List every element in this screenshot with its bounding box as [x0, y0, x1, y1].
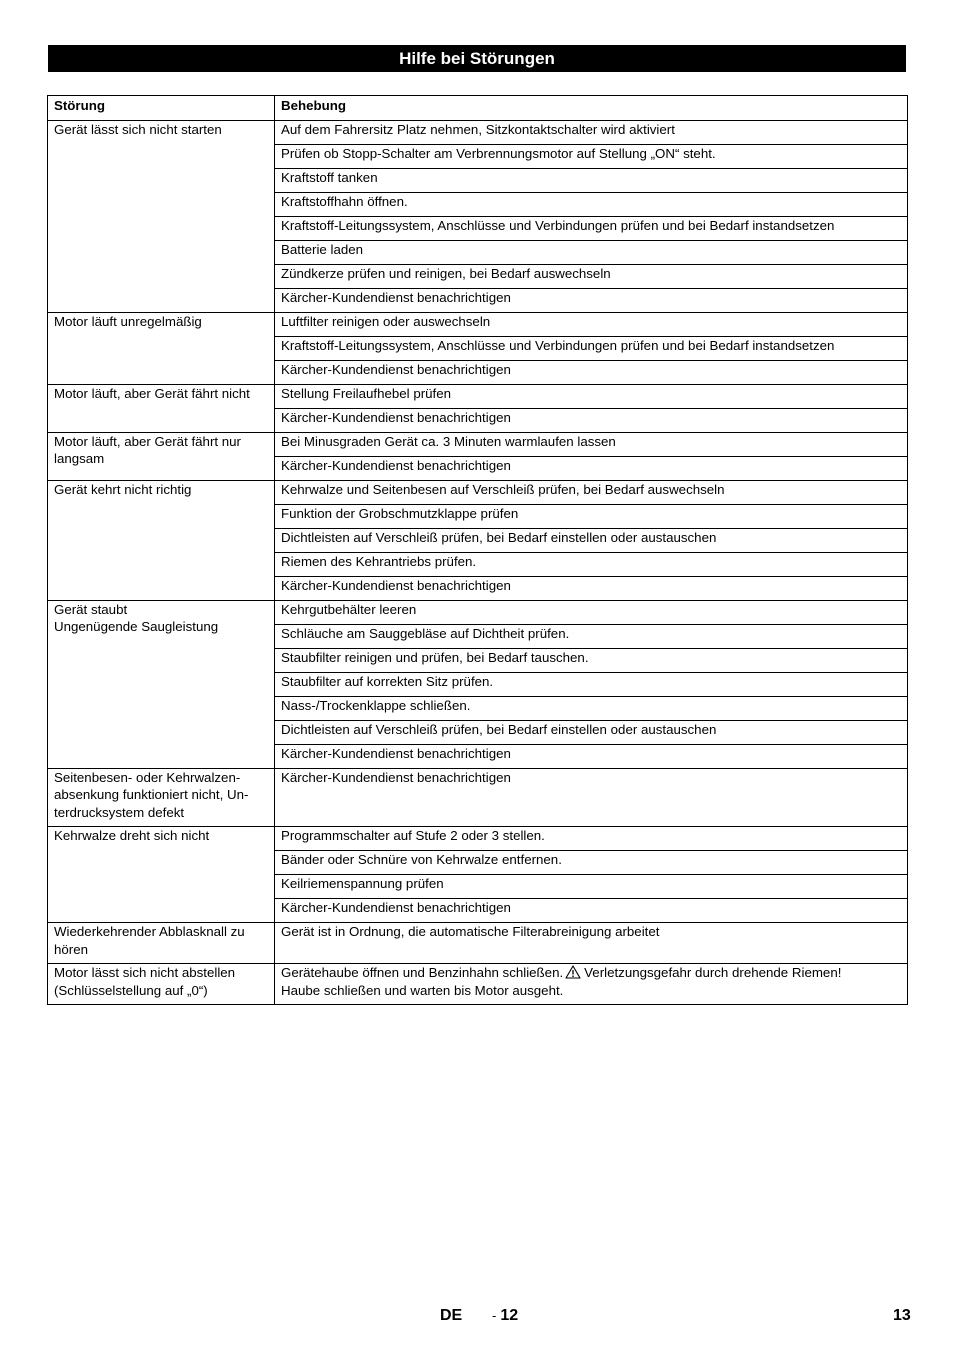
fault-text: Kehrwalze dreht sich nicht — [54, 828, 210, 843]
remedy-cell — [275, 964, 908, 1005]
table-row — [48, 964, 908, 1005]
fault-text: Ungenügende Saugleistung — [54, 619, 219, 634]
remedy-cell: Gerät ist in Ordnung, die automatische Filterabreinigung arbeitet — [275, 923, 908, 964]
fault-text: Motor lässt sich nicht abstellen — [54, 965, 236, 980]
fault-text: Motor läuft, aber Gerät fährt nur langsam — [54, 433, 241, 466]
remedy-cell: Bänder oder Schnüre von Kehrwalze entfernen. — [275, 851, 908, 875]
footer-dash: - — [492, 1308, 497, 1323]
header-fault: Störung — [48, 96, 275, 121]
remedy-cell: Riemen des Kehrantriebs prüfen. — [275, 552, 908, 576]
remedy-cell: Luftfilter reinigen oder auswechseln — [275, 312, 908, 336]
fault-text: Gerät kehrt nicht richtig — [54, 481, 192, 497]
remedy-cell: Kärcher-Kundendienst benachrichtigen — [275, 360, 908, 384]
table-row — [48, 120, 908, 144]
remedy-cell: Dichtleisten auf Verschleiß prüfen, bei Bedarf einstellen oder austauschen — [275, 528, 908, 552]
fault-cell — [48, 312, 275, 384]
fault-cell — [48, 384, 275, 432]
fault-text: Motor läuft, aber Gerät fährt nicht — [54, 385, 250, 401]
fault-cell — [48, 827, 275, 923]
table-row — [48, 768, 908, 827]
remedy-warning-text: Verletzungsgefahr durch drehende Riemen! — [584, 965, 842, 980]
footer-page-label — [492, 1307, 518, 1325]
remedy-cell: Batterie laden — [275, 240, 908, 264]
fault-cell — [48, 120, 275, 312]
fault-text: Motor läuft unregelmäßig — [54, 313, 202, 329]
footer-page-label-number: 12 — [500, 1307, 519, 1324]
remedy-cell: Kraftstoff-Leitungssystem, Anschlüsse und Verbindungen prüfen und bei Bedarf instandsetzen — [275, 336, 908, 360]
table-row — [48, 480, 908, 504]
remedy-cell: Staubfilter reinigen und prüfen, bei Bedarf tauschen. — [275, 648, 908, 672]
fault-text: terdrucksystem defekt — [54, 804, 185, 820]
table-row — [48, 600, 908, 624]
remedy-cell: Zündkerze prüfen und reinigen, bei Bedarf auswechseln — [275, 264, 908, 288]
remedy-cell: Bei Minusgraden Gerät ca. 3 Minuten warmlaufen lassen — [275, 432, 908, 456]
remedy-cell: Kärcher-Kundendienst benachrichtigen — [275, 288, 908, 312]
table-row — [48, 827, 908, 851]
fault-cell — [48, 600, 275, 768]
remedy-cell: Kraftstoff tanken — [275, 168, 908, 192]
fault-text: Gerät staubt — [54, 601, 128, 617]
troubleshooting-table — [47, 95, 908, 1005]
remedy-cell: Kärcher-Kundendienst benachrichtigen — [275, 408, 908, 432]
remedy-cell: Kärcher-Kundendienst benachrichtigen — [275, 744, 908, 768]
remedy-cell: Kärcher-Kundendienst benachrichtigen — [275, 576, 908, 600]
remedy-text: Gerätehaube öffnen und Benzinhahn schließen. — [281, 965, 564, 980]
remedy-cell: Prüfen ob Stopp-Schalter am Verbrennungsmotor auf Stellung „ON“ steht. — [275, 144, 908, 168]
remedy-text: Haube schließen und warten bis Motor ausgeht. — [281, 982, 564, 998]
fault-cell — [48, 923, 275, 964]
remedy-cell: Staubfilter auf korrekten Sitz prüfen. — [275, 672, 908, 696]
table-body — [48, 120, 908, 1005]
fault-text: (Schlüsselstellung auf „0“) — [54, 982, 208, 998]
table-row — [48, 384, 908, 408]
remedy-cell: Funktion der Grobschmutzklappe prüfen — [275, 504, 908, 528]
remedy-cell: Kärcher-Kundendienst benachrichtigen — [275, 899, 908, 923]
remedy-cell: Kehrgutbehälter leeren — [275, 600, 908, 624]
fault-text: absenkung funktioniert nicht, Un- — [54, 787, 249, 802]
remedy-cell: Kraftstoff-Leitungssystem, Anschlüsse und Verbindungen prüfen und bei Bedarf instandsetzen — [275, 216, 908, 240]
table-header-row — [48, 96, 908, 121]
footer-page-number: 13 — [893, 1307, 911, 1324]
remedy-cell: Nass-/Trockenklappe schließen. — [275, 696, 908, 720]
remedy-cell: Keilriemenspannung prüfen — [275, 875, 908, 899]
table-row — [48, 432, 908, 456]
remedy-cell: Programmschalter auf Stufe 2 oder 3 stellen. — [275, 827, 908, 851]
footer-language: DE — [440, 1307, 463, 1324]
remedy-cell: Kehrwalze und Seitenbesen auf Verschleiß prüfen, bei Bedarf auswechseln — [275, 480, 908, 504]
header-remedy: Behebung — [275, 96, 908, 121]
remedy-cell: Auf dem Fahrersitz Platz nehmen, Sitzkontaktschalter wird aktiviert — [275, 120, 908, 144]
remedy-cell: Schläuche am Sauggebläse auf Dichtheit prüfen. — [275, 624, 908, 648]
fault-cell — [48, 964, 275, 1005]
warning-triangle-icon — [565, 965, 581, 979]
remedy-cell: Kärcher-Kundendienst benachrichtigen — [275, 456, 908, 480]
fault-cell — [48, 432, 275, 480]
table-row — [48, 923, 908, 964]
fault-cell — [48, 480, 275, 600]
section-title: Hilfe bei Störungen — [48, 45, 906, 72]
table-row — [48, 312, 908, 336]
fault-text: Seitenbesen- oder Kehrwalzen- — [54, 769, 241, 785]
remedy-cell: Kärcher-Kundendienst benachrichtigen — [275, 768, 908, 827]
remedy-cell: Kraftstoffhahn öffnen. — [275, 192, 908, 216]
fault-text: Gerät lässt sich nicht starten — [54, 121, 222, 137]
fault-text: Wiederkehrender Abblasknall zu — [54, 924, 245, 939]
remedy-cell: Stellung Freilaufhebel prüfen — [275, 384, 908, 408]
fault-text: hören — [54, 941, 89, 957]
remedy-cell: Dichtleisten auf Verschleiß prüfen, bei Bedarf einstellen oder austauschen — [275, 720, 908, 744]
fault-cell — [48, 768, 275, 827]
